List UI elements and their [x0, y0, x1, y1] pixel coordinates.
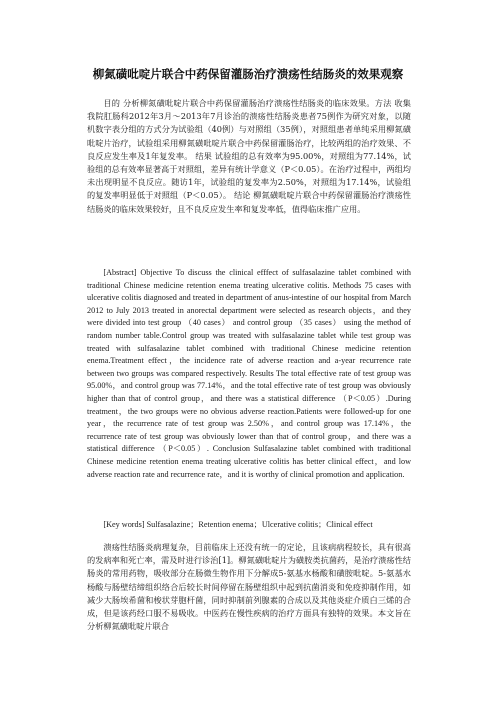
english-abstract: [Abstract] Objective To discuss the clinical efffect of sulfasalazine tablet combined with traditional Chinese medicine retention enema treating ulcerative colitis. Methods 75 cases with ulcerative colitis diagnosed and treated in department of anus-intestine of our hospital from March 2012 to July 2013 treated in anorectal department were selected as research objects，and they were divided into test group （40 cases） and control group （35 cases） using the method of random number table.Control group was treated with sulfasalazine tablet while test group was treated with sulfasalazine tablet combined with traditional Chinese medicine retention enema.Treatment effect，the incidence rate of adverse reaction and a-year recurrence rate between two groups was compared respectively. Results The total effective rate of test group was 95.00%，and control group was 77.14%，and the total effective rate of test group was obviously higher than that of control group，and there was a statistical difference （P＜0.05）.During treatment，the two groups were no obvious adverse reaction.Patients were followed-up for one year，the recurrence rate of test group was 2.50%，and control group was 17.14%，the recurrence rate of test group was obviously lower than that of control group，and there was a statistical difference （P＜0.05）. Conclusion Sulfasalazine tablet combined with traditional Chinese medicine retention enema treating ulcerative colitis has better clinical effect，and low adverse reaction rate and recurrence rate，and it is worthy of clinical promotion and application.: [87, 268, 411, 479]
keywords-line: [Key words] Sulfasalazine；Retention enema；Ulcerative colitis；Clinical effect: [103, 520, 373, 529]
body-paragraph: 溃疡性结肠炎病理复杂，目前临床上还没有统一的定论，且该病病程较长，具有很高的发病率和死亡率，需及时进行诊治[1]。柳氮磺吡啶片为磺胺类抗菌药，是治疗溃疡性结肠炎的常用药物，吸收部分在肠微生物作用下分解成5-氨基水杨酸和磺胺吡啶。5-氨基水杨酸与肠壁结缔组织络合后较长时间停留在肠壁组织中起到抗菌消炎和免疫抑制作用，如减少大肠埃希菌和梭状芽胞杆菌，同时抑制前列腺素的合成以及其他炎症介质白三烯的合成，但是该药经口服不易吸收。中医药在慢性疾病的治疗方面具有独特的效果。本文旨在分析柳氮磺吡啶片联合: [87, 542, 411, 632]
chinese-abstract: 目的 分析柳氮磺吡啶片联合中药保留灌肠治疗溃疡性结肠炎的临床效果。方法 收集我院肛肠科2012年3月～2013年7月诊治的溃疡性结肠炎患者75例作为研究对象，以随机数字表分组的方式分为试验组（40例）与对照组（35例），对照组患者单纯采用柳氮磺吡啶片治疗，试验组采用柳氮磺吡啶片联合中药保留灌肠治疗，比较两组的治疗效果、不良反应发生率及1年复发率。 结果 试验组的总有效率为95.00%，对照组为77.14%，试验组的总有效率显著高于对照组，差异有统计学意义（P＜0.05）。在治疗过程中，两组均未出现明显不良反应。随访1年，试验组的复发率为2.50%，对照组为17.14%，试验组的复发率明显低于对照组（P＜0.05）。 结论 柳氮磺吡啶片联合中药保留灌肠治疗溃疡性结肠炎的临床效果较好，且不良反应发生率和复发率低，值得临床推广应用。: [87, 98, 411, 214]
paper-title: 柳氮磺吡啶片联合中药保留灌肠治疗溃疡性结肠炎的效果观察: [92, 67, 404, 81]
